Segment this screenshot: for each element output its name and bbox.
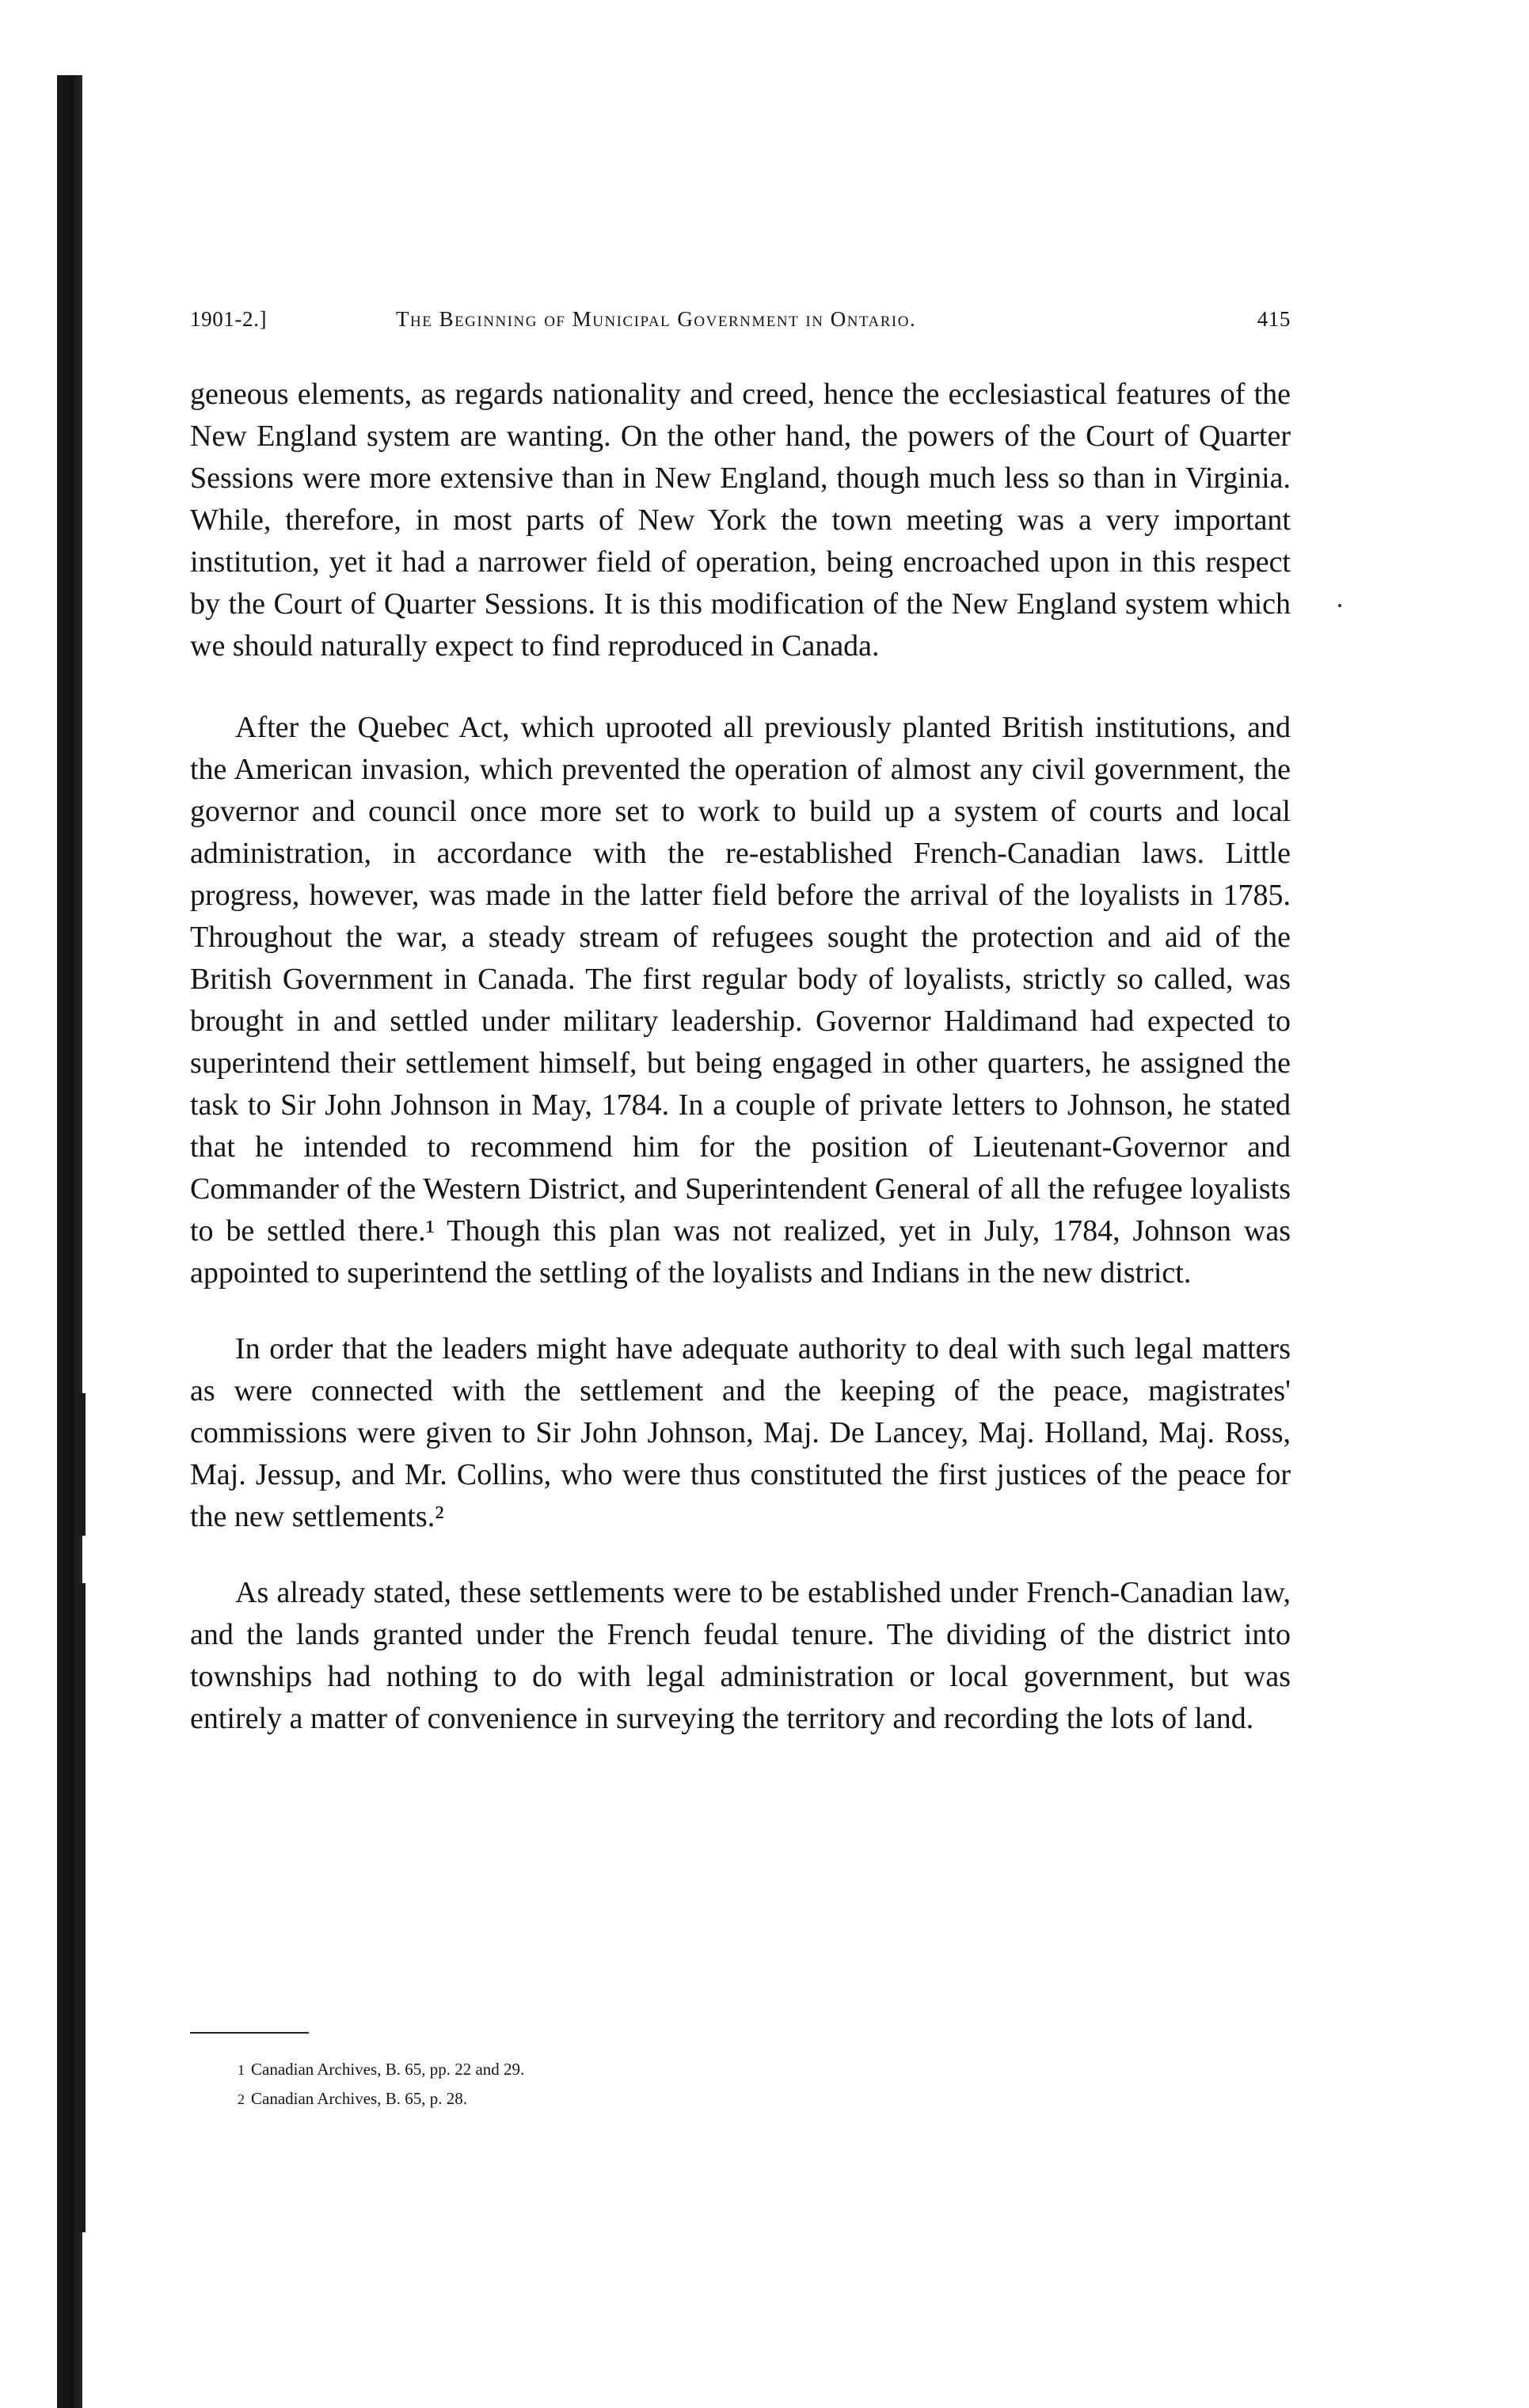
footnote	[238, 2055, 1188, 2084]
footnote-text: Canadian Archives, B. 65, p. 28.	[251, 2089, 467, 2108]
paragraph: After the Quebec Act, which uprooted all previously planted British institutions, and the American invasion, which prevented the operation of almost any civil government, the governor and council once more set to work to build up a system of courts and local administration, in accordance with the re-established French-Canadian laws. Little progress, however, was made in the latter field before the arrival of the loyalists in 1785. Throughout the war, a steady stream of refugees sought the protection and aid of the British Government in Canada. The first regular body of loyalists, strictly so called, was brought in and settled under military leadership. Governor Haldimand had expected to superintend their settlement himself, but being engaged in other quarters, he assigned the task to Sir John Johnson in May, 1784. In a couple of private letters to Johnson, he stated that he intended to recommend him for the position of Lieutenant-Governor and Commander of the Western District, and Superintendent General of all the refugee loyalists to be settled there.¹ Though this plan was not realized, yet in July, 1784, Johnson was appointed to superintend the settling of the loyalists and Indians in the new district.	[190, 711, 1291, 1289]
binding-notch	[78, 1393, 86, 1536]
paragraph: geneous elements, as regards nationality and creed, hence the ecclesiastical features of the New England system are wanting. On the other hand, the powers of the Court of Quarter Sessions were more extensive than in New England, though much less so than in Virginia. While, therefore, in most parts of New York the town meeting was a very important institution, yet it had a narrower field of operation, being encroached upon in this respect by the Court of Quarter Sessions. It is this modification of the New England system which we should naturally expect to find reproduced in Canada.	[190, 378, 1291, 663]
paragraph: In order that the leaders might have adequate authority to deal with such legal matters as were connected with the settlement and the keeping of the peace, magistrates' commissions were given to Sir John Johnson, Maj. De Lancey, Maj. Holland, Maj. Ross, Maj. Jessup, and Mr. Collins, who were thus constituted the first justices of the peace for the new settlements.²	[190, 1332, 1291, 1533]
footnote-mark: 2	[238, 2091, 245, 2107]
margin-mark	[1338, 604, 1341, 607]
body-text	[190, 374, 1291, 1774]
running-head	[190, 307, 1291, 344]
footnotes	[238, 2055, 1188, 2114]
running-title: The Beginning of Municipal Government in Ontario.	[396, 307, 917, 331]
footnote-mark: 1	[238, 2062, 245, 2078]
footnote	[238, 2084, 1188, 2114]
page-number: 415	[1257, 307, 1291, 331]
volume-year: 1901-2.]	[190, 307, 268, 331]
footnote-rule	[190, 2032, 309, 2034]
paragraph: As already stated, these settlements were to be established under French-Canadian law, and the lands granted under the French feudal tenure. The dividing of the district into townships had nothing to do with legal administration or local government, but was entirely a matter of convenience in surveying the territory and recording the lots of land.	[190, 1576, 1291, 1735]
footnote-text: Canadian Archives, B. 65, pp. 22 and 29.	[251, 2060, 525, 2079]
binding-notch	[78, 1583, 86, 2232]
